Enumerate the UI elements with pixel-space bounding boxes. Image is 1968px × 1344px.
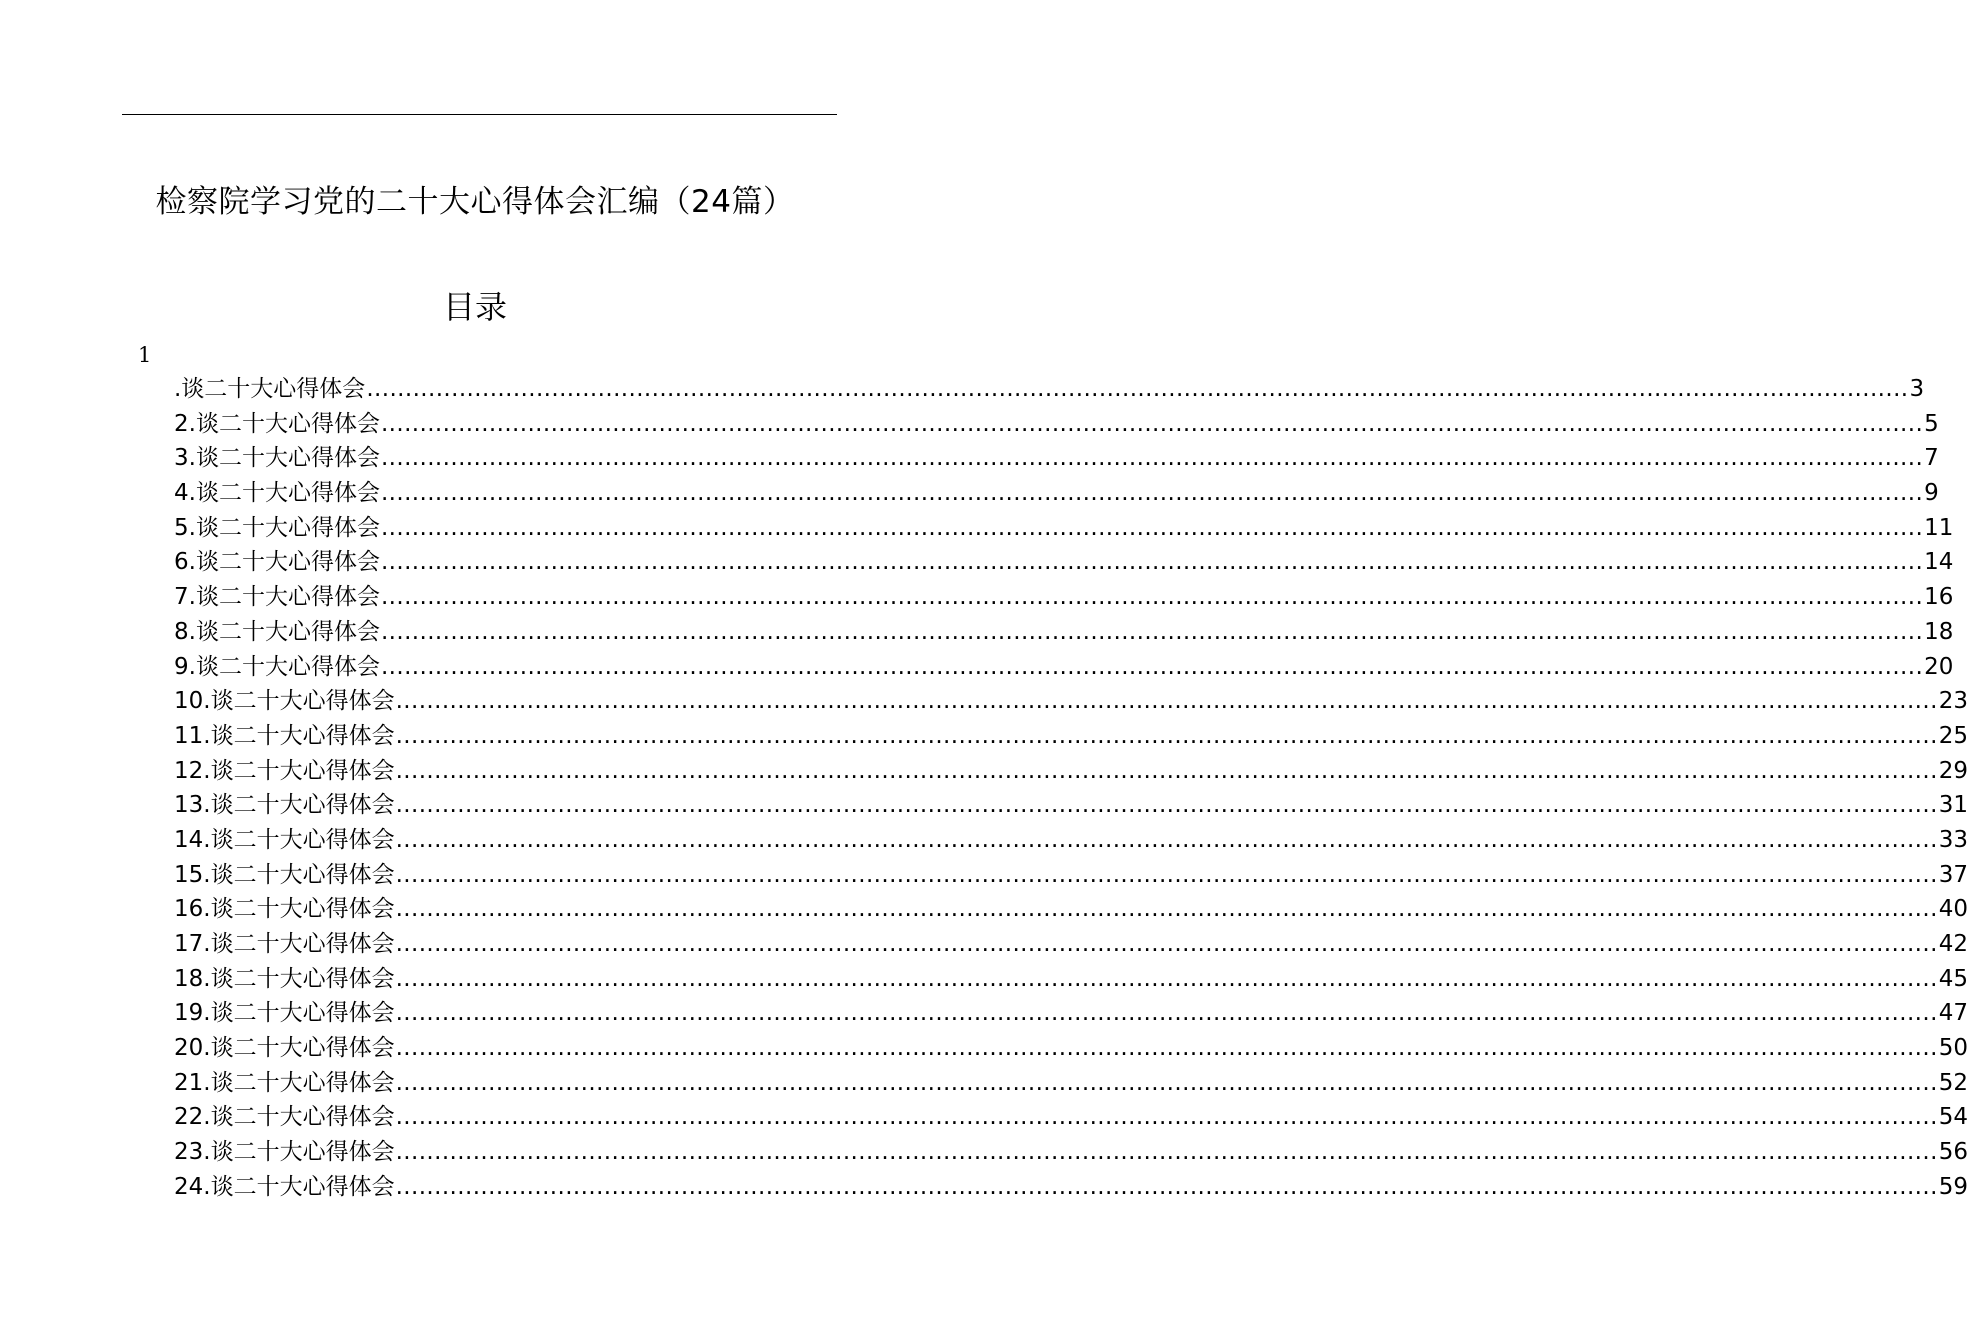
toc-entry[interactable] xyxy=(174,1066,1968,1101)
toc-entry-page: 20 xyxy=(1924,653,1954,680)
toc-entry-label: 10.谈二十大心得体会 xyxy=(174,688,395,715)
toc-dot-leader: ........................................................................................................................................................................................................ xyxy=(395,1000,1938,1027)
toc-entry-page: 59 xyxy=(1938,1173,1968,1200)
toc-dot-leader: ........................................................................................................................................................................................................ xyxy=(395,1173,1938,1200)
toc-dot-leader: ........................................................................................................................................................................................................ xyxy=(380,584,1924,611)
toc-entry-label: 11.谈二十大心得体会 xyxy=(174,722,395,749)
toc-dot-leader: ........................................................................................................................................................................................................ xyxy=(380,549,1924,576)
toc-dot-leader: ........................................................................................................................................................................................................ xyxy=(395,722,1938,749)
toc-entry-label: 9.谈二十大心得体会 xyxy=(174,653,380,680)
toc-entry-page: 33 xyxy=(1938,826,1968,853)
toc-dot-leader: ........................................................................................................................................................................................................ xyxy=(395,757,1938,784)
toc-entry-page: 56 xyxy=(1938,1139,1968,1166)
toc-entry-page: 18 xyxy=(1924,618,1954,645)
toc-entry[interactable] xyxy=(174,650,1954,685)
toc-dot-leader: ........................................................................................................................................................................................................ xyxy=(395,1035,1938,1062)
toc-entry-page: 25 xyxy=(1938,722,1968,749)
toc-entry-label: 4.谈二十大心得体会 xyxy=(174,480,380,507)
toc-entry-label: 12.谈二十大心得体会 xyxy=(174,757,395,784)
toc-entry-label: 15.谈二十大心得体会 xyxy=(174,861,395,888)
toc-entry-label: 16.谈二十大心得体会 xyxy=(174,896,395,923)
toc-entry[interactable] xyxy=(174,372,1925,407)
toc-entry-label: 7.谈二十大心得体会 xyxy=(174,584,380,611)
toc-entry-label: 21.谈二十大心得体会 xyxy=(174,1069,395,1096)
toc-entry-label: 14.谈二十大心得体会 xyxy=(174,826,395,853)
table-of-contents xyxy=(174,372,1968,1205)
toc-entry-label: .谈二十大心得体会 xyxy=(174,376,366,402)
toc-dot-leader: ........................................................................................................................................................................................................ xyxy=(395,965,1938,992)
toc-entry-page: 45 xyxy=(1938,965,1968,992)
toc-entry-label: 20.谈二十大心得体会 xyxy=(174,1035,395,1062)
toc-entry[interactable] xyxy=(174,719,1968,754)
toc-entry-page: 47 xyxy=(1938,1000,1968,1027)
toc-entry-page: 16 xyxy=(1924,584,1954,611)
toc-entry[interactable] xyxy=(174,996,1968,1031)
toc-entry[interactable] xyxy=(174,823,1968,858)
toc-entry[interactable] xyxy=(174,684,1968,719)
toc-entry[interactable] xyxy=(174,1031,1968,1066)
document-title: 检察院学习党的二十大心得体会汇编（24篇） xyxy=(155,184,795,220)
toc-entry-label: 24.谈二十大心得体会 xyxy=(174,1173,395,1200)
toc-dot-leader: ........................................................................................................................................................................................................ xyxy=(395,688,1938,715)
toc-entry-label: 22.谈二十大心得体会 xyxy=(174,1104,395,1131)
toc-dot-leader: ........................................................................................................................................................................................................ xyxy=(380,514,1924,541)
toc-entry[interactable] xyxy=(174,927,1968,962)
toc-dot-leader: ........................................................................................................................................................................................................ xyxy=(395,896,1938,923)
toc-dot-leader: ........................................................................................................................................................................................................ xyxy=(380,410,1924,437)
toc-dot-leader: ........................................................................................................................................................................................................ xyxy=(395,931,1938,957)
toc-entry[interactable] xyxy=(174,1170,1968,1205)
toc-dot-leader: ........................................................................................................................................................................................................ xyxy=(380,618,1924,645)
toc-entry-label: 17.谈二十大心得体会 xyxy=(174,931,395,957)
toc-entry-page: 9 xyxy=(1924,480,1939,507)
toc-entry[interactable] xyxy=(174,511,1954,546)
toc-dot-leader: ........................................................................................................................................................................................................ xyxy=(380,480,1924,507)
toc-entry-label: 23.谈二十大心得体会 xyxy=(174,1139,395,1166)
toc-entry-page: 5 xyxy=(1924,410,1939,437)
toc-entry[interactable] xyxy=(174,407,1939,442)
toc-entry-label: 6.谈二十大心得体会 xyxy=(174,549,380,576)
toc-entry[interactable] xyxy=(174,545,1954,580)
toc-dot-leader: ........................................................................................................................................................................................................ xyxy=(395,826,1938,853)
toc-entry[interactable] xyxy=(174,788,1968,823)
toc-entry-label: 19.谈二十大心得体会 xyxy=(174,1000,395,1027)
toc-entry-page: 29 xyxy=(1938,757,1968,784)
stray-number: 1 xyxy=(138,343,152,367)
header-rule xyxy=(122,114,837,115)
toc-entry[interactable] xyxy=(174,754,1968,789)
toc-entry-label: 13.谈二十大心得体会 xyxy=(174,792,395,819)
toc-entry[interactable] xyxy=(174,441,1939,476)
toc-dot-leader: ........................................................................................................................................................................................................ xyxy=(380,445,1924,472)
toc-entry[interactable] xyxy=(174,580,1954,615)
toc-entry-label: 18.谈二十大心得体会 xyxy=(174,965,395,992)
toc-entry[interactable] xyxy=(174,615,1954,650)
toc-entry-page: 23 xyxy=(1938,688,1968,715)
toc-dot-leader: ........................................................................................................................................................................................................ xyxy=(395,792,1938,819)
toc-entry-page: 14 xyxy=(1924,549,1954,576)
toc-dot-leader: ........................................................................................................................................................................................................ xyxy=(380,653,1924,680)
toc-dot-leader: ........................................................................................................................................................................................................ xyxy=(395,861,1938,888)
toc-entry-label: 2.谈二十大心得体会 xyxy=(174,410,380,437)
toc-entry[interactable] xyxy=(174,962,1968,997)
toc-entry-page: 50 xyxy=(1938,1035,1968,1062)
toc-dot-leader: ........................................................................................................................................................................................................ xyxy=(395,1069,1938,1096)
toc-entry-label: 8.谈二十大心得体会 xyxy=(174,618,380,645)
toc-entry-page: 54 xyxy=(1938,1104,1968,1131)
toc-entry-label: 3.谈二十大心得体会 xyxy=(174,445,380,472)
toc-entry-page: 31 xyxy=(1938,792,1968,819)
toc-entry-page: 37 xyxy=(1938,861,1968,888)
toc-heading: 目录 xyxy=(442,288,507,326)
toc-entry[interactable] xyxy=(174,892,1968,927)
toc-entry[interactable] xyxy=(174,1100,1968,1135)
toc-entry-page: 3 xyxy=(1909,376,1925,402)
toc-dot-leader: ........................................................................................................................................................................................................ xyxy=(366,376,1909,402)
toc-entry[interactable] xyxy=(174,858,1968,893)
toc-entry-label: 5.谈二十大心得体会 xyxy=(174,514,380,541)
toc-dot-leader: ........................................................................................................................................................................................................ xyxy=(395,1139,1938,1166)
toc-entry-page: 40 xyxy=(1938,896,1968,923)
toc-dot-leader: ........................................................................................................................................................................................................ xyxy=(395,1104,1938,1131)
toc-entry[interactable] xyxy=(174,1135,1968,1170)
toc-entry-page: 7 xyxy=(1924,445,1939,472)
toc-entry[interactable] xyxy=(174,476,1939,511)
toc-entry-page: 52 xyxy=(1938,1069,1968,1096)
toc-entry-page: 11 xyxy=(1924,514,1954,541)
toc-entry-page: 42 xyxy=(1938,931,1968,957)
